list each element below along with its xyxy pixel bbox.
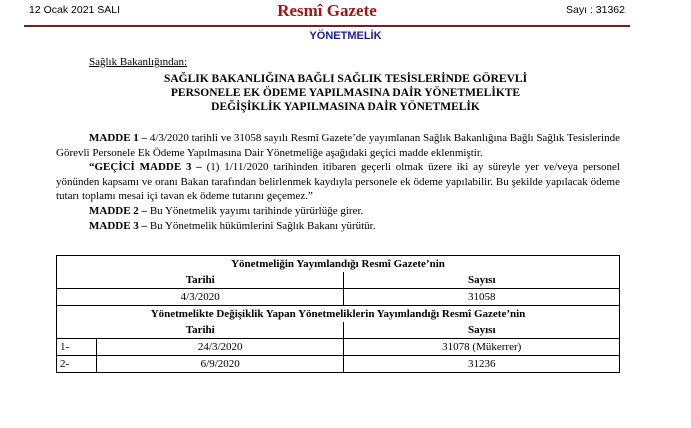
article-1	[56, 131, 620, 160]
table-row	[57, 272, 620, 289]
table-cell-number: 31058	[344, 289, 620, 306]
table-cell-index: 1-	[57, 339, 97, 356]
table-row	[57, 256, 620, 273]
regulation-title	[0, 72, 691, 114]
article-2	[56, 204, 620, 219]
table-cell-date: 24/3/2020	[96, 339, 344, 356]
newspaper-title: Resmî Gazete	[277, 1, 377, 20]
publication-table	[56, 255, 620, 373]
article-text: (1) 1/11/2020 tarihinden itibaren geçerli olmak üzere iki ay süreyle yer ve/veya personel yönünden kapsamı ve oranı Bakan tarafından belirlenmek kaydıyla personele ek ödeme yapılabilir. Bu şekilde yapılacak ödeme tutarı toplamı mesai içi tavan ek ödeme tutarını geçemez.”	[56, 161, 620, 203]
section-title: YÖNETMELİK	[309, 30, 382, 42]
table-heading: Yönetmelikte Değişiklik Yapan Yönetmeliklerin Yayımlandığı Resmî Gazete’nin	[57, 306, 620, 323]
table-cell-date: 6/9/2020	[96, 356, 344, 373]
table-heading: Yönetmeliğin Yayımlandığı Resmî Gazete’nin	[57, 256, 620, 273]
table-row	[57, 289, 620, 306]
newspaper-header	[24, 0, 630, 27]
regulation-body	[56, 131, 620, 233]
col-header-number: Sayısı	[344, 322, 620, 339]
regulation-title-line: PERSONELE EK ÖDEME YAPILMASINA DAİR YÖNETMELİKTE	[170, 87, 521, 99]
table-row	[57, 356, 620, 373]
col-header-date: Tarihi	[57, 272, 344, 289]
regulation-title-line: SAĞLIK BAKANLIĞINA BAĞLI SAĞLIK TESİSLERİNDE GÖREVLİ	[163, 73, 528, 85]
table-row	[57, 339, 620, 356]
table-row	[57, 306, 620, 323]
article-3	[56, 219, 620, 234]
issue-number: Sayı : 31362	[566, 4, 625, 16]
article-label: MADDE 3 –	[89, 219, 148, 232]
temporary-article-3	[56, 160, 620, 204]
article-text: Bu Yönetmelik hükümlerini Sağlık Bakanı yürütür.	[147, 219, 376, 232]
article-text: Bu Yönetmelik yayımı tarihinde yürürlüğe girer.	[147, 204, 364, 217]
table-cell-number: 31236	[344, 356, 620, 373]
table-cell-number: 31078 (Mükerrer)	[344, 339, 620, 356]
article-label: MADDE 2 –	[89, 204, 148, 217]
ministry-name: Sağlık Bakanlığından:	[89, 56, 188, 68]
table-cell-index: 2-	[57, 356, 97, 373]
col-header-number: Sayısı	[344, 272, 620, 289]
regulation-title-line: DEĞİŞİKLİK YAPILMASINA DAİR YÖNETMELİK	[211, 101, 480, 113]
table-cell-date: 4/3/2020	[57, 289, 344, 306]
article-text: 4/3/2020 tarihli ve 31058 sayılı Resmî Gazete’de yayımlanan Sağlık Bakanlığına Bağlı Sağlık Tesislerinde Görevli Personele Ek Ödeme Yapılmasına Dair Yönetmeliğe aşağıdaki geçici madde eklenmiştir.	[56, 132, 620, 159]
article-label: MADDE 1 –	[89, 132, 148, 144]
issue-date: 12 Ocak 2021 SALI	[29, 4, 121, 16]
table-row	[57, 322, 620, 339]
col-header-date: Tarihi	[57, 322, 344, 339]
article-label: “GEÇİCİ MADDE 3 –	[89, 161, 202, 174]
